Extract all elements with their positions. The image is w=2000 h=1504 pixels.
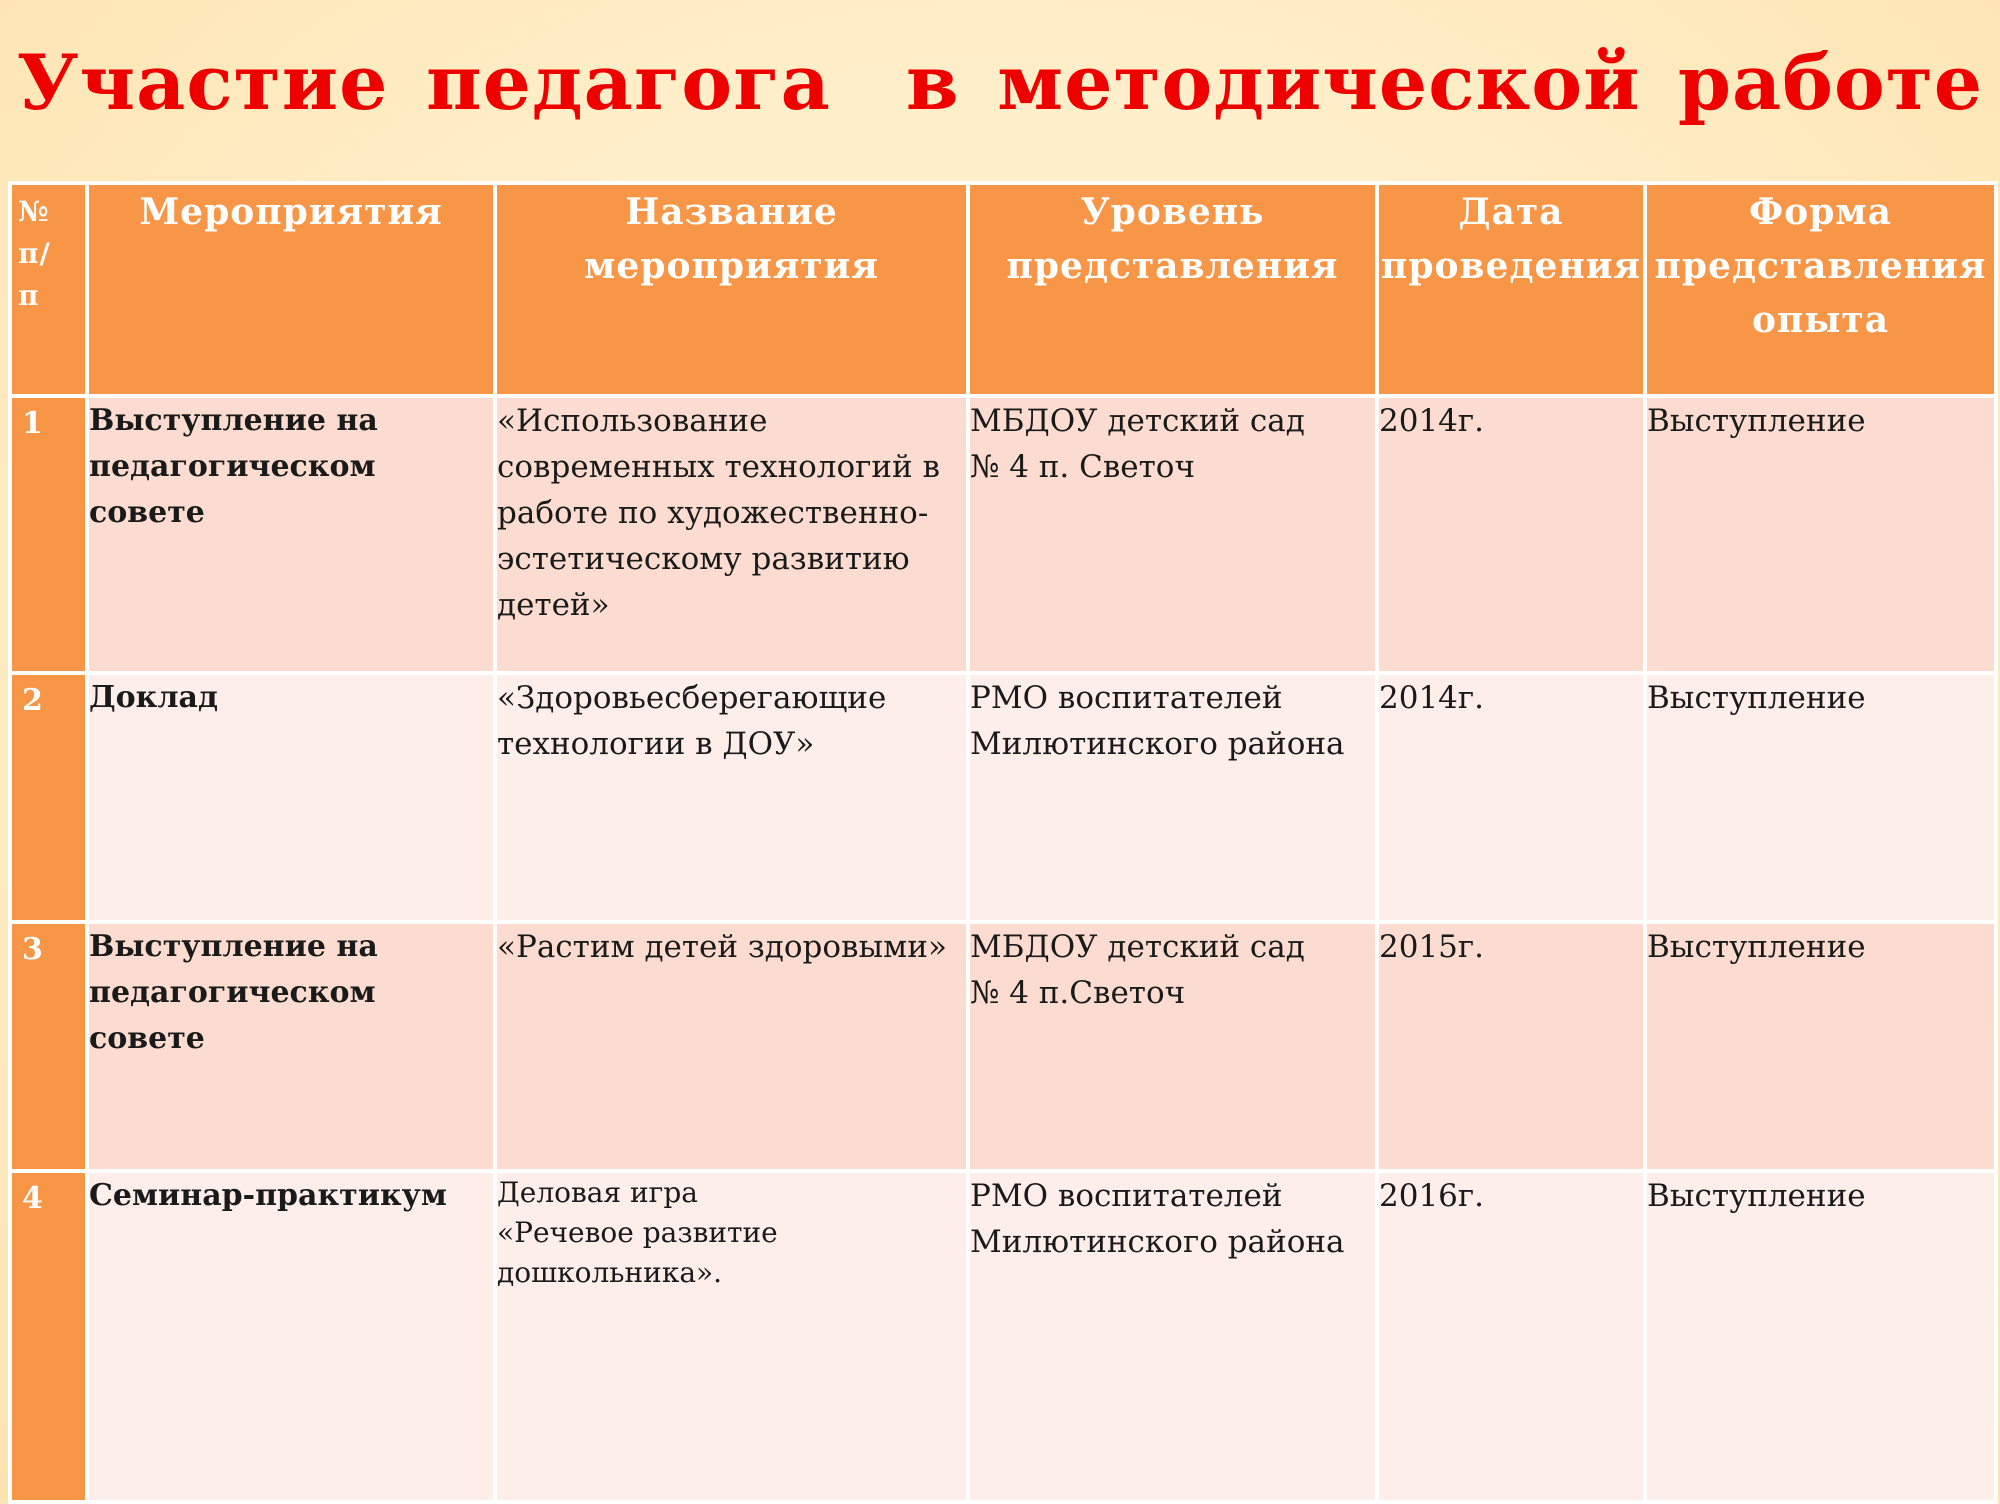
row-date: 2016г. <box>1377 1171 1645 1502</box>
row-event-name: «Растим детей здоровыми» <box>495 922 968 1171</box>
table-row <box>10 922 1996 1171</box>
row-form: Выступление <box>1645 673 1996 922</box>
header-level: Уровень представления <box>968 183 1377 396</box>
row-number: 2 <box>10 673 87 922</box>
header-number: № п/ п <box>10 183 87 396</box>
row-event-name: «Использование современных технологий в работе по художественно-эстетическому развитию детей» <box>495 396 968 673</box>
header-date: Дата проведения <box>1377 183 1645 396</box>
row-level: МБДОУ детский сад № 4 п. Светоч <box>968 396 1377 673</box>
row-form: Выступление <box>1645 922 1996 1171</box>
row-level: МБДОУ детский сад № 4 п.Светоч <box>968 922 1377 1171</box>
header-form: Форма представления опыта <box>1645 183 1996 396</box>
row-event: Семинар-практикум <box>87 1171 495 1502</box>
row-number: 1 <box>10 396 87 673</box>
methodical-work-table <box>8 181 1998 1504</box>
row-event: Выступление на педагогическом совете <box>87 396 495 673</box>
row-date: 2014г. <box>1377 396 1645 673</box>
row-level: РМО воспитателей Милютинского района <box>968 673 1377 922</box>
table-row <box>10 673 1996 922</box>
page-title: Участие педагога в методической работе <box>16 38 1984 127</box>
header-event: Мероприятия <box>87 183 495 396</box>
row-event: Выступление на педагогическом совете <box>87 922 495 1171</box>
row-date: 2015г. <box>1377 922 1645 1171</box>
table-row <box>10 396 1996 673</box>
row-event: Доклад <box>87 673 495 922</box>
row-form: Выступление <box>1645 396 1996 673</box>
row-event-name: «Здоровьесберегающие технологии в ДОУ» <box>495 673 968 922</box>
row-date: 2014г. <box>1377 673 1645 922</box>
row-level: РМО воспитателей Милютинского района <box>968 1171 1377 1502</box>
header-event-name: Название мероприятия <box>495 183 968 396</box>
table-row <box>10 1171 1996 1502</box>
row-number: 3 <box>10 922 87 1171</box>
row-number: 4 <box>10 1171 87 1502</box>
table-header-row <box>10 183 1996 396</box>
row-event-name: Деловая игра «Речевое развитие дошкольника». <box>495 1171 968 1502</box>
row-form: Выступление <box>1645 1171 1996 1502</box>
